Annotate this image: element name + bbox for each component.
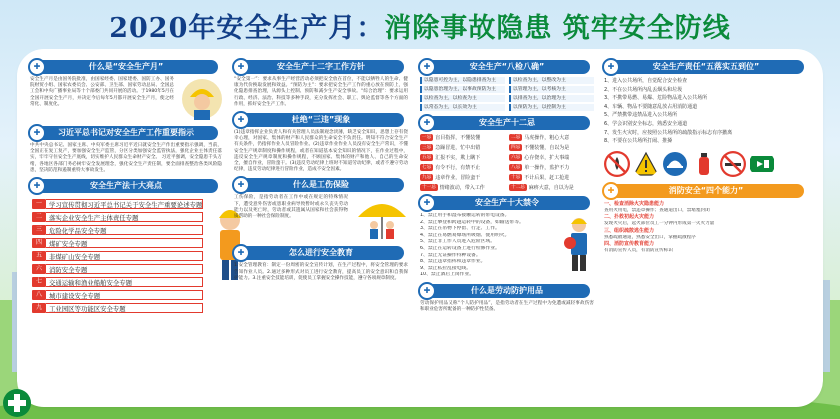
green-cross-icon [2, 388, 32, 418]
list-item: 1、进入公共场所，自觉配合安全检查 [604, 78, 688, 84]
section-header-protect: ✚ 什么是工伤保险 [238, 178, 404, 192]
list-item: 2、禁止攀登和跨越运转中的设备，如输送带等。 [420, 219, 524, 225]
ppe-text: 劳动保护用品又称“个人防护用品”，是指劳动者在生产过程中为免遭或减轻事故伤害和职业危害所配备的一种防护性装备。 [420, 300, 594, 313]
list-item: 八忌 单一操作，监护不力 [511, 164, 570, 171]
list-item: 8、不要在公共场所打闹、推搡 [604, 138, 673, 145]
list-item: 九 工业园区等功能区安全专题 [32, 302, 203, 313]
list-item: 以排查为主，以治理为主 [509, 95, 594, 102]
list-item: 三 危险化学品安全专题 [32, 224, 203, 235]
page-title [0, 6, 840, 45]
worker-stop-illustration [562, 213, 596, 273]
shield-icon: ✚ [28, 58, 46, 76]
section-header-ppe: ✚ 什么是劳动防护用品 [424, 284, 590, 298]
section-header-what: ✚ 什么是“安全生产月” [34, 60, 218, 74]
title-part-2: 消除事故隐患 筑牢安全防线 [384, 13, 731, 44]
shield-icon: ✚ [418, 58, 436, 76]
section-header-policy: ✚ 安全生产十二字工作方针 [238, 60, 404, 74]
list-item: 7、发生火灾时，应按照公共场所的疏散指示标志有序撤离 [604, 129, 733, 136]
shield-icon: ✚ [232, 58, 250, 76]
ability-heading: 一、检查消除火灾隐患能力 [604, 200, 665, 207]
list-item: 十一忌 情绪波动，带入工作 [422, 184, 485, 191]
fire-extinguisher-icon [691, 151, 717, 177]
list-item: 四 煤矿安全专题 [32, 237, 203, 248]
section-header-law: ✚ 安全生产法十大亮点 [34, 179, 218, 193]
list-item: 1、禁止用手和湿布接触运转的带电设备。 [420, 213, 510, 218]
umbrella-family-illustration [354, 195, 410, 241]
shield-icon: ✚ [28, 124, 46, 142]
list-item: 4、车辆、物品不要随意乱放占用消防通道 [604, 103, 698, 110]
shield-icon: ✚ [418, 114, 436, 132]
section-header-three: ✚ 杜绝“三违”现象 [238, 113, 404, 127]
safety-signs-row [602, 149, 810, 179]
ability-heading: 二、扑救初起火灾能力 [604, 214, 655, 221]
list-item: 七 交通运输和渔业船舶安全专题 [32, 276, 203, 287]
list-item: 以隐患治理为主，以事故预防为主 [420, 86, 505, 93]
list-item: 以检查为主，以整改为主 [509, 77, 594, 84]
list-item: 5、禁止非工作人员进入危险区域。 [420, 239, 496, 245]
protect-text: 工伤保险，是指劳动者在工作中或在规定的特殊情况下，遭受意外伤害或患职业病导致暂时或永久丧失劳动能力以及死亡时，劳动者或其遗属从国家和社会获得物质帮助的一种社会保险制度。 [234, 195, 348, 220]
list-item: 七忌 有令不行，有禁不止 [422, 164, 481, 171]
list-item: 以隐患可控为主，以隐患排查为主 [420, 77, 505, 84]
duty-list [602, 77, 810, 146]
ability-list [602, 201, 810, 255]
shield-icon: ✚ [232, 244, 250, 262]
list-item: 二 落实企业安全生产主体责任专题 [32, 211, 203, 222]
section-header-twelve: ✚ 安全生产十二忌 [424, 116, 590, 130]
section-header-ability: ✚ 消防安全“四个能力” [608, 184, 804, 198]
what-text: 安全生产月是由国务院批准，由国家经委、国家建委、国防工办、国务院财贸小组、国家农委员会、公安部、卫生部、国家劳动总局、全国总工会和中央广播事业局等十个部委门共同开展的活动。于1980年5月在全国开展安全生产月，并决定今后每年5月都开展安全生产月，使之经常化、制度化。 [30, 77, 174, 107]
worker-illustration [180, 77, 224, 121]
list-item: 8、禁止违章指挥和违章作业。 [420, 259, 486, 265]
ability-text: 查用火用电，禁违章操作；查通道出口，禁堵塞封闭 [604, 207, 710, 213]
warning-sign-icon [633, 151, 659, 177]
list-item: 十忌 不计后果，赶工抢进 [511, 174, 570, 181]
ability-text: 有消防宣传人员，有消防宣传标识 [604, 247, 673, 253]
list-item: 六忌 心存侥幸，扩大事端 [511, 154, 570, 161]
list-item: 五忌 汇报不实，欺上瞒下 [422, 154, 481, 161]
section-header-xi: ✚ 习近平总书记对安全生产工作重要指示 [34, 126, 218, 140]
list-item: 二忌 马虎操作，粗心大意 [511, 134, 570, 141]
ban-list [418, 213, 558, 279]
section-header-duty: ✚ 安全生产责任“五落实五到位” [608, 60, 804, 74]
xi-text: 中共中央总书记、国家主席、中央军委主席习近平近日就安全生产作出重要指示强调，当前，全国正在复工复产，要加强安全生产监管，分区分类加强安全监管执法，强化企业主体责任落实，牢牢守住安全生产底线，切实维护人民群众生命财产安全。 习近平强调，安全隐患千头万绪，各地区各部门务必树牢安全发展理念，强化安全生产责任制，要全面排查整治各类风险隐患，坚决防范和遏制重特大事故发生。 [30, 143, 222, 173]
helmet-required-sign-icon [662, 151, 688, 177]
shield-icon: ✚ [602, 58, 620, 76]
ability-text: 熟悉疏散通道，熟悉安全出口，掌握疏散程序 [604, 234, 696, 240]
list-item: 6、学会识别安全标志，熟悉安全通道 [604, 120, 688, 127]
edu-text: 1.安全管理教育：制定一份周密的安全宣传计划，在生产过程中，将安全管理的要求告知作业人员。2.通过多种形式对员工进行安全教育，提高员工的安全意识和自我保护能力。3.注重安全技能培训，促使员工掌握安全操作技能，遵守各项规章制度。 [234, 263, 408, 281]
list-item: 三忌 急躁冒进，忙中出错 [422, 144, 481, 151]
no-smoking-sign-icon [720, 151, 746, 177]
shield-icon: ✚ [232, 111, 250, 129]
list-item: 2、不在公共场所内乱丢烟头和垃圾 [604, 86, 683, 93]
list-item: 7、禁止无证操作特种设备。 [420, 252, 481, 258]
ability-text: 发现火灾后，起火部位员工一分钟内形成第一灭火力量 [604, 221, 715, 227]
eight-grid [418, 77, 596, 111]
column-2 [232, 60, 410, 401]
list-item: 以预防为主，以控制为主 [509, 104, 594, 111]
policy-text: “安全第一”：要求从事生产经营活动必须把安全放在首位，不能以牺牲人的生命、健康为代价换取发展和效益。“预防为主”：要求把安全生产工作的重心放在预防上，强化隐患排查治理，从源头上控制、预防和减少生产安全事故。“综合治理”：要求运用行政、经济、法治、科技等多种手段，充分发挥社会、职工、舆论监督等各个方面的作用，抓好安全生产工作。 [234, 77, 408, 107]
list-item: 4、禁止在易燃易爆场所吸烟、使用明火。 [420, 232, 510, 238]
list-item: 十二忌 麻痹大意，自以为是 [511, 184, 574, 191]
list-item: 3、不携带易燃、易爆、危险物品进入公共场所 [604, 95, 708, 102]
list-item: 九忌 违章作业，冒险蛮干 [422, 174, 481, 181]
title-part-1: 2020年安全生产月： [109, 13, 385, 44]
list-item: 以管理为主，以考核为主 [509, 86, 594, 93]
list-item: 10、禁止酒后上岗作业。 [420, 272, 475, 278]
list-item: 9、禁止私拉乱接电线。 [420, 265, 472, 271]
three-text: (1)违章指挥企业负责人和有关管理人员法制观念淡薄，缺乏安全知识，思想上存有侥幸心理，对国家、集体的财产和人民群众的生命安全不负责任。明知不符合安全生产有关条件，仍指挥作业人员冒险作业。(2)违章作业作业人员没有安全生产常识，不懂安全生产规章制度和操作规程，或者在知道基本安全知识的情况下，在作业过程中，违反安全生产规章制度和操作规程，不顾国家、集体的财产和他人、自己的生命安全，擅自作业，冒险蛮干。(3)违反劳动纪律上班时不知道劳动纪律，或者不遵守劳动纪律，违反劳动纪律进行冒险作业，造成不安全因素。 [234, 130, 408, 173]
shield-icon: ✚ [418, 194, 436, 212]
ability-heading: 四、消防宣传教育能力 [604, 240, 655, 247]
exit-sign-icon [749, 151, 775, 177]
list-item: 六 消防安全专题 [32, 263, 203, 274]
list-item: 一忌 盲目指挥，不懂装懂 [422, 134, 481, 141]
list-item: 6、禁止在运转设备上进行检修作业。 [420, 245, 500, 251]
list-item: 以检查为主，以检查为主 [420, 95, 505, 102]
ability-heading: 三、组织疏散逃生能力 [604, 227, 655, 234]
list-item: 以常态为主，以长效为主 [420, 104, 505, 111]
list-item: 5、严禁携带违禁品进入公共场所 [604, 112, 678, 119]
section-header-ban: ✚ 安全生产十大禁令 [424, 196, 590, 210]
column-1 [28, 60, 224, 401]
list-item: 一 学习宣传贯彻习近平总书记关于安全生产重要论述专题 [32, 198, 203, 209]
list-item: 八 城市建设安全专题 [32, 289, 203, 300]
list-item: 四忌 不懂装懂，自以为是 [511, 144, 570, 151]
shield-icon: ✚ [28, 177, 46, 195]
no-fire-sign-icon [604, 151, 630, 177]
section-header-eight: ✚ 安全生产“八检八确” [424, 60, 590, 74]
section-header-edu: ✚ 怎么进行安全教育 [238, 246, 404, 260]
fire-icon: ✚ [602, 182, 620, 200]
list-item: 五 非煤矿山安全专题 [32, 250, 203, 261]
column-4 [602, 60, 810, 401]
law-list [28, 196, 207, 315]
column-3 [418, 60, 596, 401]
list-item: 3、禁止在吊物下停留、行走、工作。 [420, 226, 500, 232]
shield-icon: ✚ [232, 176, 250, 194]
shield-icon: ✚ [418, 282, 436, 300]
twelve-grid [418, 133, 596, 191]
